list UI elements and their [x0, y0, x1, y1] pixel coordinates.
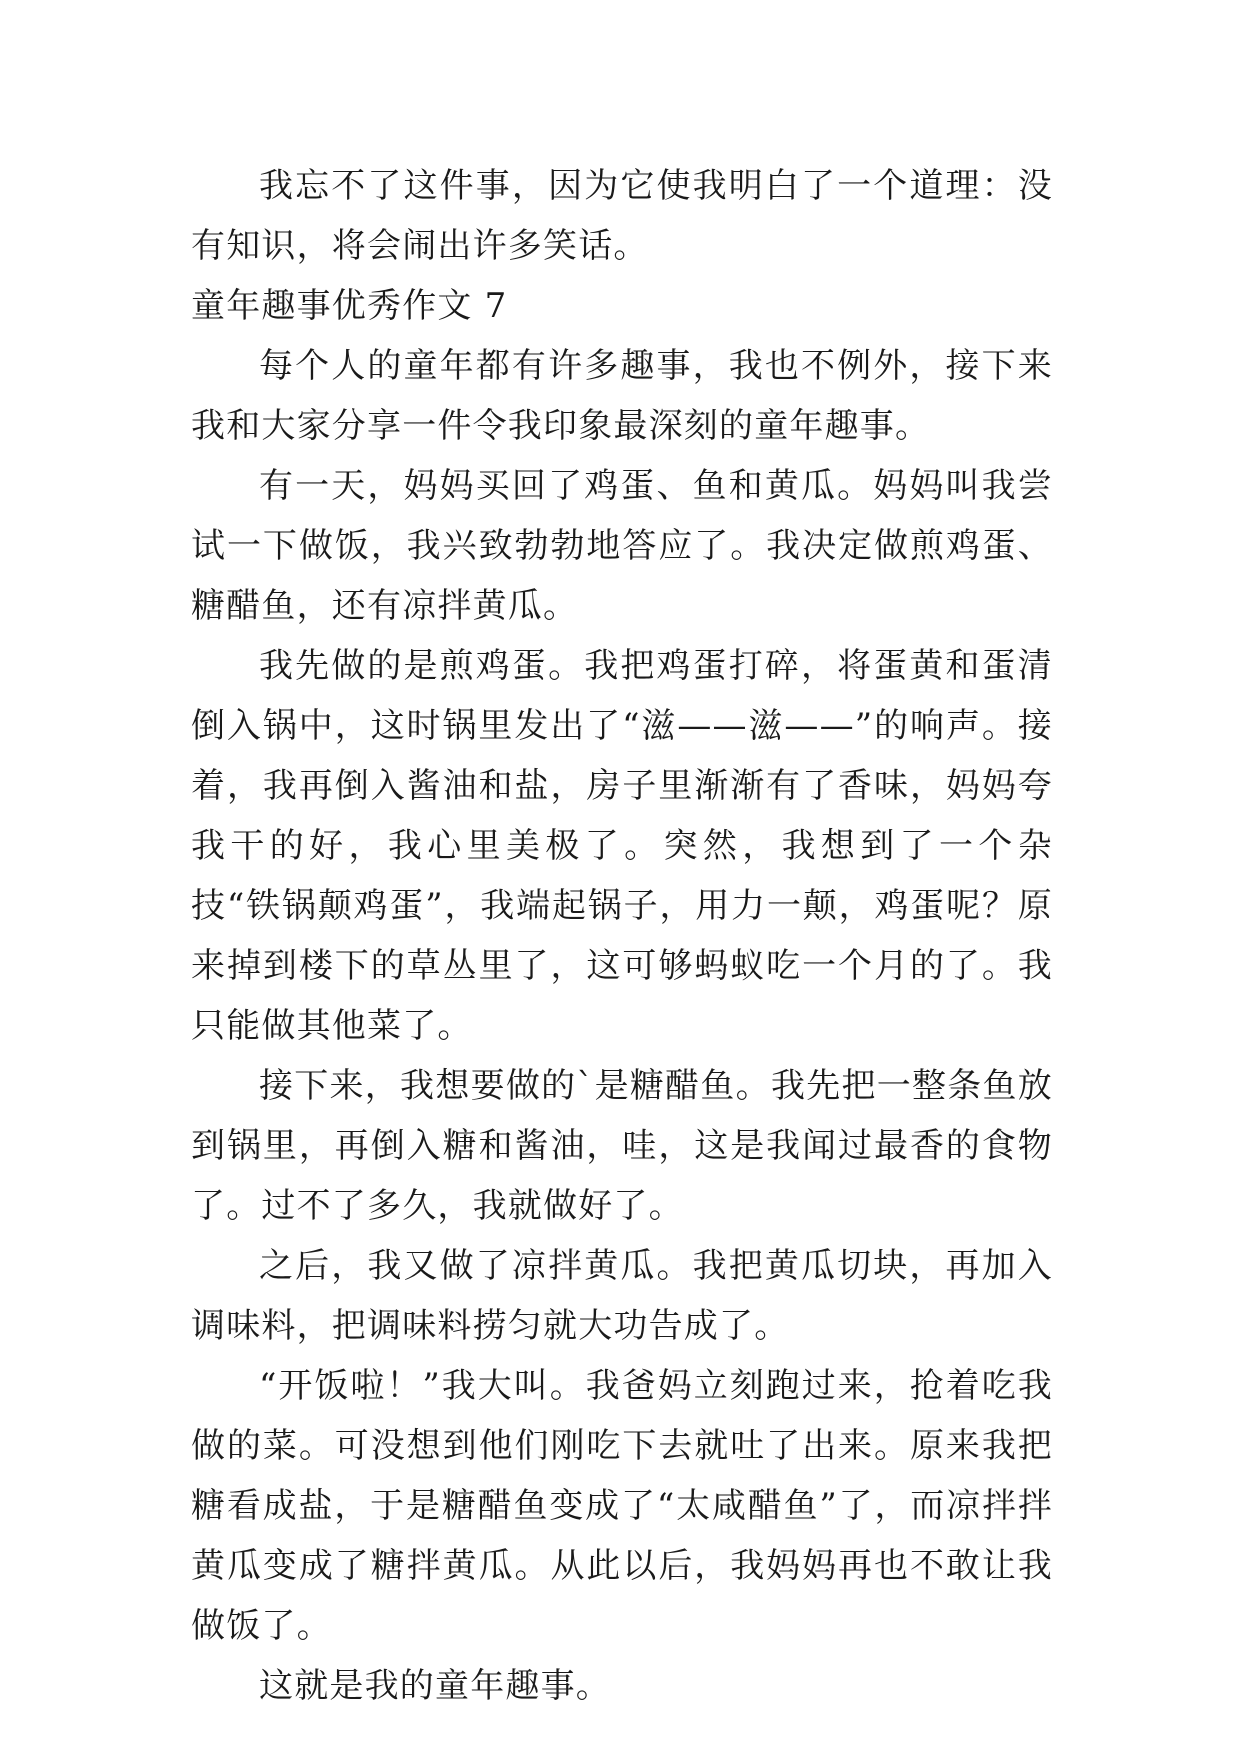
paragraph: 有一天，妈妈买回了鸡蛋、鱼和黄瓜。妈妈叫我尝试一下做饭，我兴致勃勃地答应了。我决定做煎鸡蛋、糖醋鱼，还有凉拌黄瓜。	[191, 466, 1053, 626]
section-title: 童年趣事优秀作文 7	[191, 286, 508, 326]
document-body	[191, 156, 1053, 1716]
intro-paragraph: 我忘不了这件事，因为它使我明白了一个道理：没有知识，将会闹出许多笑话。	[191, 166, 1053, 266]
paragraph: 之后，我又做了凉拌黄瓜。我把黄瓜切块，再加入调味料，把调味料捞匀就大功告成了。	[191, 1246, 1053, 1346]
paragraph: 每个人的童年都有许多趣事，我也不例外，接下来我和大家分享一件令我印象最深刻的童年趣事。	[191, 346, 1053, 446]
paragraph: 接下来，我想要做的`是糖醋鱼。我先把一整条鱼放到锅里，再倒入糖和酱油，哇，这是我闻过最香的食物了。过不了多久，我就做好了。	[191, 1066, 1053, 1226]
paragraph: 这就是我的童年趣事。	[259, 1666, 611, 1706]
paragraph: 我先做的是煎鸡蛋。我把鸡蛋打碎，将蛋黄和蛋清倒入锅中，这时锅里发出了“滋——滋——”的响声。接着，我再倒入酱油和盐，房子里渐渐有了香味，妈妈夸我干的好，我心里美极了。突然，我想到了一个杂技“铁锅颠鸡蛋”，我端起锅子，用力一颠，鸡蛋呢？原来掉到楼下的草丛里了，这可够蚂蚁吃一个月的了。我只能做其他菜了。	[191, 646, 1053, 1046]
paragraph: “开饭啦！”我大叫。我爸妈立刻跑过来，抢着吃我做的菜。可没想到他们刚吃下去就吐了出来。原来我把糖看成盐，于是糖醋鱼变成了“太咸醋鱼”了，而凉拌拌黄瓜变成了糖拌黄瓜。从此以后，我妈妈再也不敢让我做饭了。	[191, 1366, 1053, 1646]
